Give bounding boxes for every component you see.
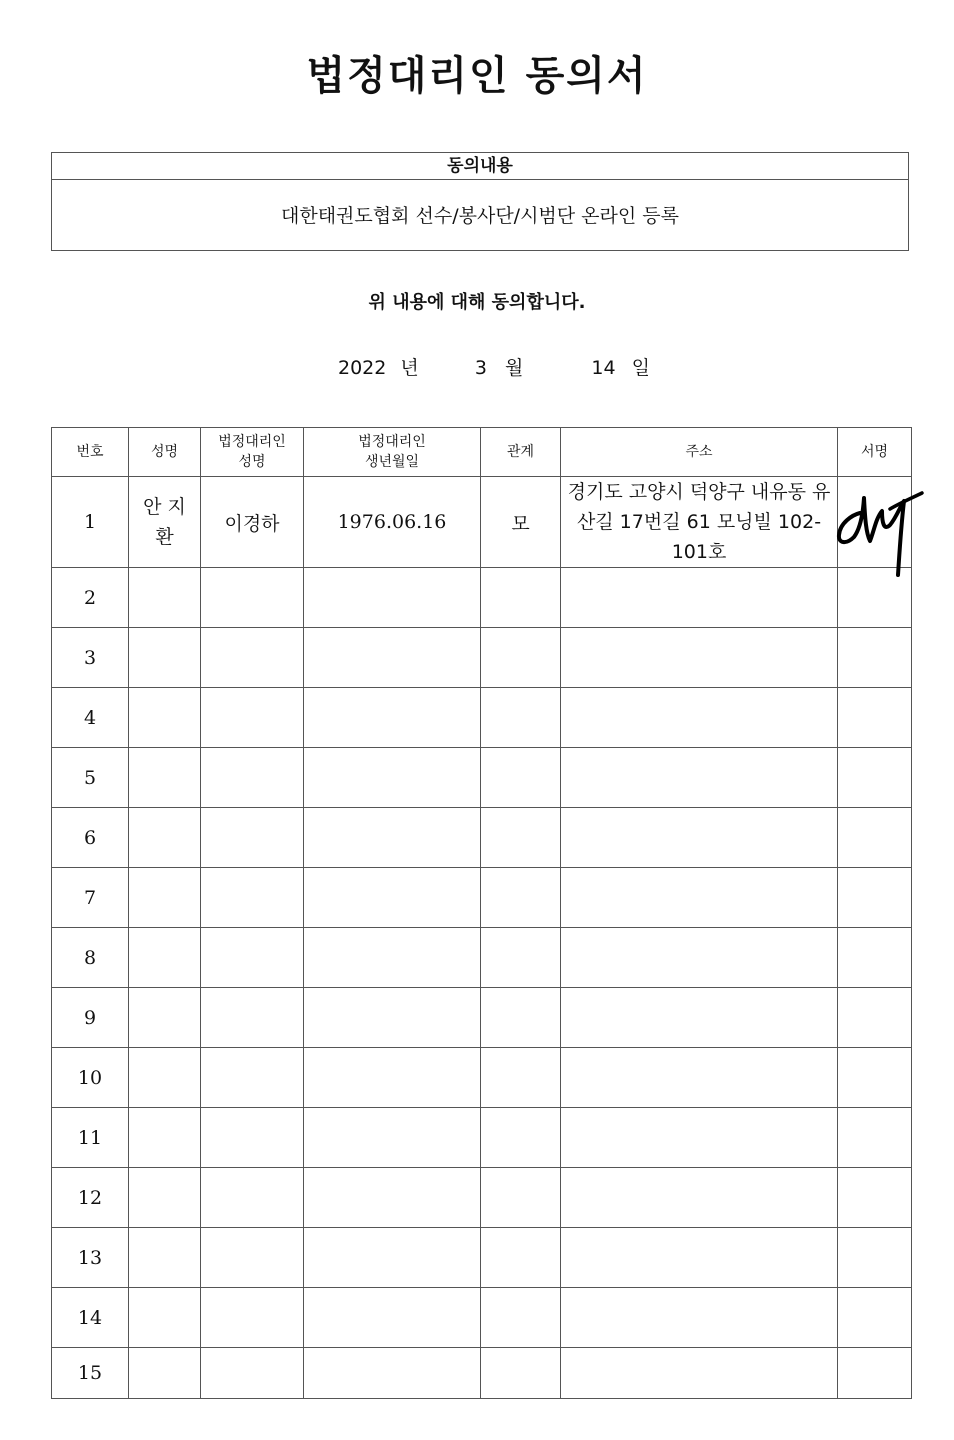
student-name — [129, 868, 201, 928]
student-name — [129, 1168, 201, 1228]
signature-cell — [838, 808, 912, 868]
header-guardian-name-line2: 성명 — [238, 454, 266, 470]
relation — [481, 988, 561, 1048]
row-number: 15 — [52, 1348, 129, 1399]
row-number: 5 — [52, 748, 129, 808]
guardian-birth — [304, 868, 481, 928]
student-name — [129, 808, 201, 868]
row-number: 10 — [52, 1048, 129, 1108]
guardian-name — [201, 748, 304, 808]
guardian-name — [201, 988, 304, 1048]
student-name — [129, 1348, 201, 1399]
address — [561, 928, 838, 988]
relation — [481, 1048, 561, 1108]
row-number: 6 — [52, 808, 129, 868]
guardian-birth — [304, 748, 481, 808]
guardian-name — [201, 928, 304, 988]
guardian-name — [201, 868, 304, 928]
header-guardian-name — [201, 428, 304, 477]
header-relation: 관계 — [481, 428, 561, 477]
relation — [481, 628, 561, 688]
guardian-birth: 1976.06.16 — [304, 477, 481, 568]
row-number: 8 — [52, 928, 129, 988]
guardian-name — [201, 1048, 304, 1108]
signature-cell — [838, 988, 912, 1048]
row-number: 12 — [52, 1168, 129, 1228]
date-month: 3 — [474, 357, 487, 379]
student-name — [129, 1228, 201, 1288]
relation — [481, 748, 561, 808]
address — [561, 1108, 838, 1168]
row-number: 9 — [52, 988, 129, 1048]
consent-header: 동의내용 — [52, 153, 908, 180]
date-day-unit: 일 — [631, 357, 650, 379]
page-title: 법정대리인 동의서 — [306, 53, 648, 99]
header-guardian-name-line1: 법정대리인 — [218, 434, 286, 450]
guardian-birth — [304, 1168, 481, 1228]
header-number: 번호 — [52, 428, 129, 477]
header-signature: 서명 — [838, 428, 912, 477]
address — [561, 748, 838, 808]
signature-cell — [838, 748, 912, 808]
table-row — [52, 748, 912, 808]
date-day: 14 — [591, 357, 616, 379]
signature-cell — [838, 1108, 912, 1168]
guardian-name — [201, 1348, 304, 1399]
consent-box — [51, 152, 909, 251]
student-name — [129, 1108, 201, 1168]
date-month-unit: 월 — [504, 357, 524, 379]
guardian-birth — [304, 1348, 481, 1399]
row-number: 2 — [52, 568, 129, 628]
row-number: 1 — [52, 477, 129, 568]
table-row — [52, 568, 912, 628]
address — [561, 628, 838, 688]
relation — [481, 808, 561, 868]
guardian-name — [201, 1168, 304, 1228]
relation — [481, 1288, 561, 1348]
guardian-birth — [304, 568, 481, 628]
relation — [481, 688, 561, 748]
address — [561, 988, 838, 1048]
guardian-name — [201, 1228, 304, 1288]
header-address: 주소 — [561, 428, 838, 477]
table-row — [52, 1108, 912, 1168]
table-row — [52, 1228, 912, 1288]
address: 경기도 고양시 덕양구 내유동 유산길 17번길 61 모닝빌 102-101호 — [561, 477, 838, 568]
address — [561, 1048, 838, 1108]
table-row — [52, 988, 912, 1048]
relation — [481, 568, 561, 628]
date-line — [338, 353, 650, 380]
address — [561, 1228, 838, 1288]
agree-statement: 위 내용에 대해 동의합니다. — [368, 292, 586, 313]
guardian-name — [201, 568, 304, 628]
address — [561, 1288, 838, 1348]
relation: 모 — [481, 477, 561, 568]
student-name — [129, 988, 201, 1048]
address — [561, 1348, 838, 1399]
signature-cell — [838, 688, 912, 748]
header-guardian-birth — [304, 428, 481, 477]
table-row — [52, 628, 912, 688]
row-number: 7 — [52, 868, 129, 928]
student-name — [129, 568, 201, 628]
guardian-name — [201, 1108, 304, 1168]
address — [561, 568, 838, 628]
signature-cell — [838, 868, 912, 928]
relation — [481, 1348, 561, 1399]
guardian-birth — [304, 988, 481, 1048]
signature-cell — [838, 1048, 912, 1108]
relation — [481, 868, 561, 928]
signature-cell — [838, 628, 912, 688]
student-name — [129, 1048, 201, 1108]
student-name-line1: 안 지 — [143, 496, 186, 518]
signature-mark — [830, 463, 930, 583]
guardian-birth — [304, 688, 481, 748]
handwritten-signature — [830, 463, 930, 583]
guardian-name — [201, 808, 304, 868]
table-row — [52, 477, 912, 568]
table-row — [52, 1348, 912, 1399]
relation — [481, 1168, 561, 1228]
guardian-name — [201, 688, 304, 748]
guardian-birth — [304, 928, 481, 988]
table-row — [52, 688, 912, 748]
address — [561, 808, 838, 868]
date-year: 2022 — [338, 357, 387, 379]
relation — [481, 1228, 561, 1288]
row-number: 3 — [52, 628, 129, 688]
table-row — [52, 868, 912, 928]
guardian-table — [51, 427, 912, 1399]
student-name — [129, 477, 201, 568]
guardian-birth — [304, 808, 481, 868]
consent-content: 대한태권도협회 선수/봉사단/시범단 온라인 등록 — [280, 205, 679, 227]
student-name — [129, 1288, 201, 1348]
student-name — [129, 928, 201, 988]
relation — [481, 1108, 561, 1168]
student-name-line2: 환 — [155, 526, 174, 548]
address — [561, 688, 838, 748]
guardian-birth — [304, 1288, 481, 1348]
row-number: 4 — [52, 688, 129, 748]
student-name — [129, 628, 201, 688]
signature-cell — [838, 1168, 912, 1228]
guardian-name — [201, 628, 304, 688]
table-header-row — [52, 428, 912, 477]
header-guardian-birth-line2: 생년월일 — [364, 454, 420, 470]
signature-cell — [838, 1228, 912, 1288]
guardian-birth — [304, 1108, 481, 1168]
guardian-birth — [304, 628, 481, 688]
date-year-unit: 년 — [400, 357, 419, 379]
guardian-name — [201, 1288, 304, 1348]
table-row — [52, 928, 912, 988]
row-number: 14 — [52, 1288, 129, 1348]
table-row — [52, 808, 912, 868]
row-number: 11 — [52, 1108, 129, 1168]
table-row — [52, 1048, 912, 1108]
address — [561, 1168, 838, 1228]
header-guardian-birth-line1: 법정대리인 — [358, 434, 426, 450]
guardian-birth — [304, 1228, 481, 1288]
relation — [481, 928, 561, 988]
row-number: 13 — [52, 1228, 129, 1288]
address — [561, 868, 838, 928]
student-name — [129, 688, 201, 748]
signature-cell — [838, 1348, 912, 1399]
table-row — [52, 1288, 912, 1348]
table-row — [52, 1168, 912, 1228]
guardian-birth — [304, 1048, 481, 1108]
student-name — [129, 748, 201, 808]
signature-cell — [838, 928, 912, 988]
header-name: 성명 — [129, 428, 201, 477]
signature-cell — [838, 1288, 912, 1348]
guardian-name: 이경하 — [201, 477, 304, 568]
